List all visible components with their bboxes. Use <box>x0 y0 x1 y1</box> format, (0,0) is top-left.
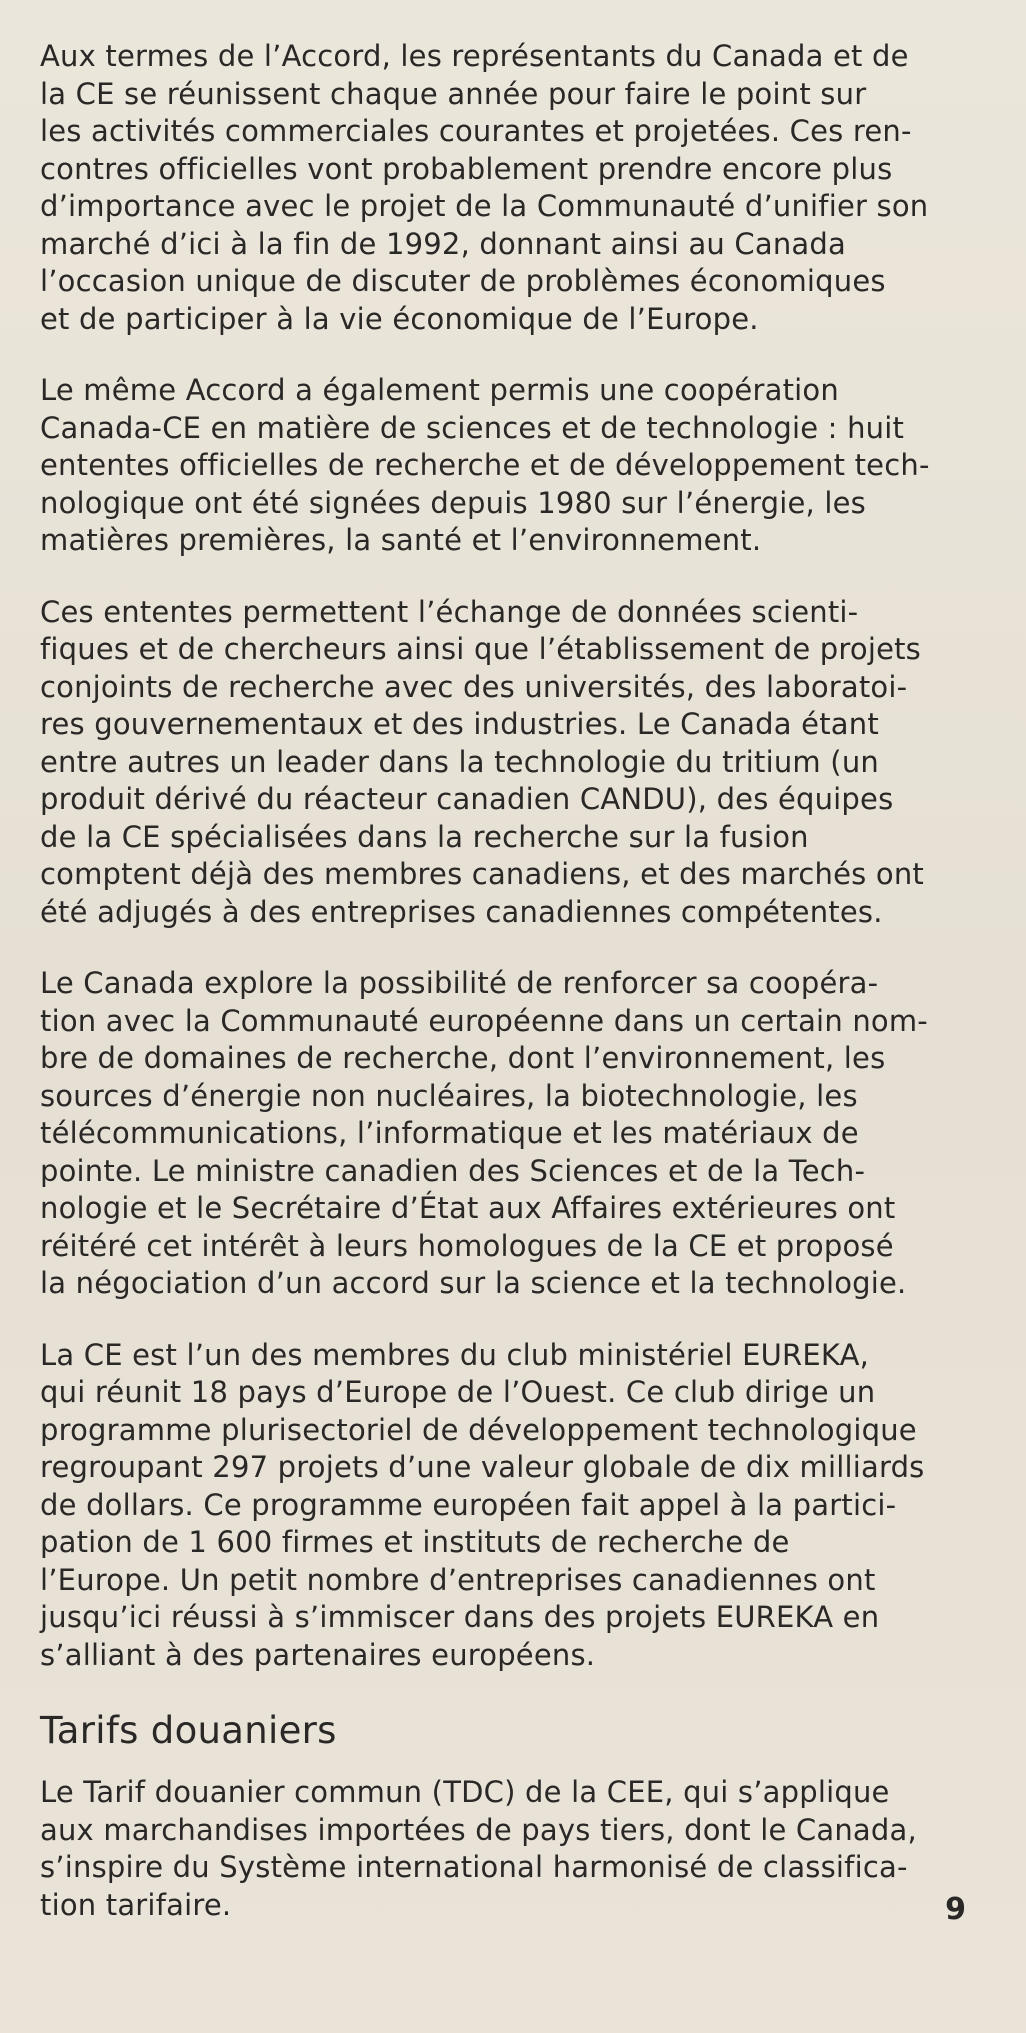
paragraph-cooperation-expansion: Le Canada explore la possibilité de renforcer sa coopéra- tion avec la Communauté européenne dans un certain nom- bre de domaines de recherche, dont l’environnement, les sources d’énergie non nucléaires, la biotechnologie, les télécommunications, l’informatique et les matériaux de pointe. Le ministre canadien des Sciences et de la Tech- nologie et le Secrétaire d’État aux Affaires extérieures ont réitéré cet intérêt à leurs homologues de la CE et proposé la négociation d’un accord sur la science et la technologie. <box>40 966 928 1300</box>
paragraph-annual-meetings: Aux termes de l’Accord, les représentants du Canada et de la CE se réunissent chaque année pour faire le point sur les activités commerciales courantes et projetées. Ces ren- contres officielles vont probablement prendre encore plus d’importance avec le projet de la Communauté d’unifier son marché d’ici à la fin de 1992, donnant ainsi au Canada l’occasion unique de discuter de problèmes économiques et de participer à la vie économique de l’Europe. <box>40 39 929 336</box>
paragraph-science-cooperation: Le même Accord a également permis une coopération Canada-CE en matière de sciences et de technologie : huit ententes officielles de recherche et de développement tech- nologique ont été signées depuis 1980 sur l’énergie, les matières premières, la santé et l’environnement. <box>40 373 930 557</box>
paragraph-customs-tariff: Le Tarif douanier commun (TDC) de la CEE, qui s’applique aux marchandises importées de pays tiers, dont le Canada, s’inspire du Système international harmonisé de classifica- tion tarifaire. <box>40 1775 917 1922</box>
paragraph-eureka: La CE est l’un des membres du club ministériel EUREKA, qui réunit 18 pays d’Europe de l’Ouest. Ce club dirige un programme plurisectoriel de développement technologique regroupant 297 projets d’une valeur globale de dix milliards de dollars. Ce programme européen fait appel à la partici- pation de 1 600 firmes et instituts de recherche de l’Europe. Un petit nombre d’entreprises canadiennes ont jusqu’ici réussi à s’immiscer dans des projets EUREKA en s’alliant à des partenaires européens. <box>40 1337 925 1672</box>
section-heading: Tarifs douaniers <box>40 1709 337 1752</box>
paragraph-research-exchange: Ces ententes permettent l’échange de données scienti- fiques et de chercheurs ainsi que l’établissement de projets conjoints de recherche avec des universités, des laboratoi- res gouvernementaux et des industries. Le Canada étant entre autres un leader dans la technologie du tritium (un produit dérivé du réacteur canadien CANDU), des équipes de la CE spécialisées dans la recherche sur la fusion comptent déjà des membres canadiens, et des marchés ont été adjugés à des entreprises canadiennes compétentes. <box>40 594 925 929</box>
document-body <box>40 38 995 1958</box>
page-number: 9 <box>945 1892 966 1927</box>
